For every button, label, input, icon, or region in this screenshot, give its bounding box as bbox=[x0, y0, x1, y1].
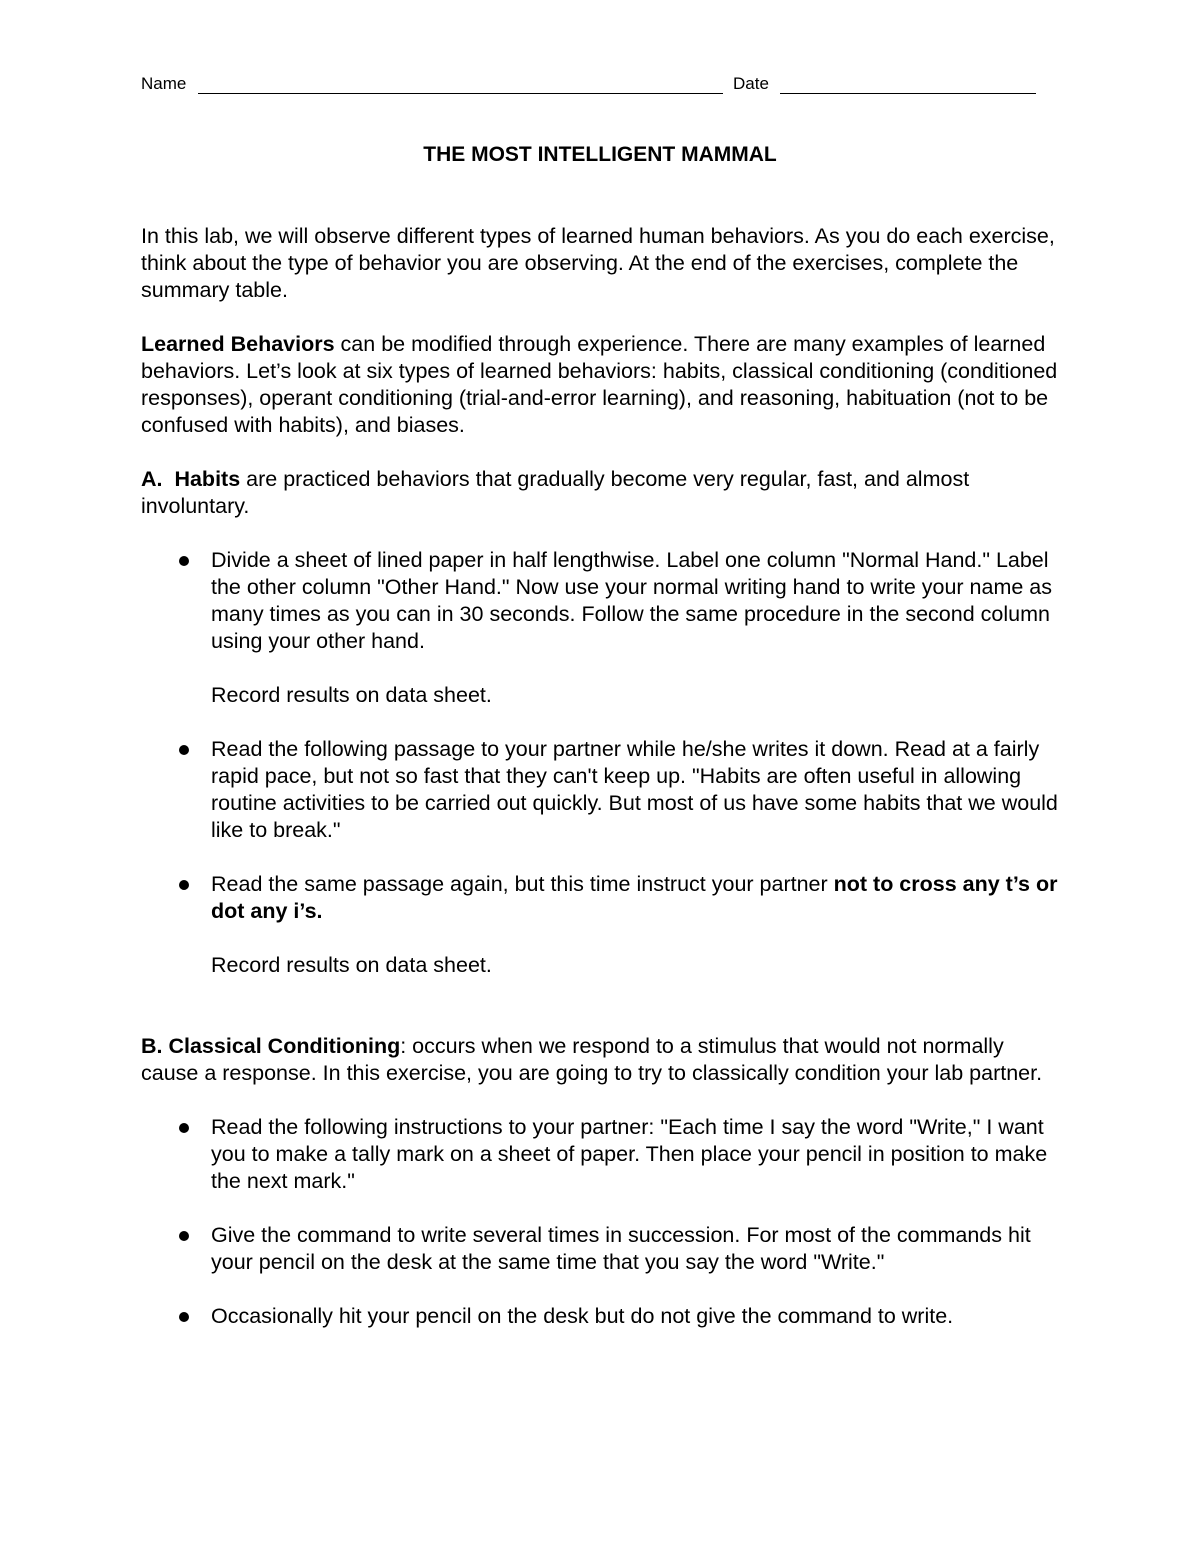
list-item bbox=[141, 736, 1066, 844]
habits-list bbox=[141, 547, 1066, 979]
habits-bullet-3-record: Record results on data sheet. bbox=[211, 953, 492, 977]
classical-conditioning-term: B. Classical Conditioning bbox=[141, 1034, 401, 1058]
learned-behaviors-term: Learned Behaviors bbox=[141, 332, 335, 356]
list-item bbox=[141, 871, 1066, 979]
bullet-icon bbox=[179, 1231, 189, 1241]
habits-bullet-3-text bbox=[211, 871, 1066, 925]
section-b-heading bbox=[141, 1033, 1066, 1087]
name-label: Name bbox=[141, 74, 187, 93]
intro-paragraph: In this lab, we will observe different types of learned human behaviors. As you do each exercise, think about the type of behavior you are observing. At the end of the exercises, complete the summary table. bbox=[141, 224, 1055, 302]
date-blank-line[interactable] bbox=[780, 93, 1036, 94]
learned-behaviors-text: can be modified through experience. There are many examples of learned behaviors. Let’s look at six types of learned behaviors: habits, classical conditioning (conditioned responses), operant conditioning (trial-and-error learning), and reasoning, habituation (not to be confused with habits), and biases. bbox=[141, 332, 1058, 437]
habits-bullet-1-text: Divide a sheet of lined paper in half lengthwise. Label one column "Normal Hand." Label the other column "Other Hand." Now use your normal writing hand to write your name as many times as you can in 30 seconds. Follow the same procedure in the second column using your other hand. bbox=[211, 548, 1053, 653]
name-blank-line[interactable] bbox=[198, 93, 723, 94]
section-a-heading bbox=[141, 466, 1066, 520]
date-label: Date bbox=[733, 74, 769, 93]
habits-bullet-2-text: Read the following passage to your partner while he/she writes it down. Read at a fairly rapid pace, but not so fast that they can't keep up. "Habits are often useful in allowing routine activities to be carried out quickly. But most of us have some habits that we would like to break." bbox=[211, 737, 1058, 842]
bullet-icon bbox=[179, 556, 189, 566]
habits-term: Habits bbox=[174, 467, 241, 491]
bullet-icon bbox=[179, 1312, 189, 1322]
bullet-icon bbox=[179, 745, 189, 755]
habits-bullet-3-plain: Read the same passage again, but this time instruct your partner bbox=[211, 872, 834, 896]
document-body bbox=[141, 223, 1066, 1330]
list-item bbox=[141, 1114, 1066, 1195]
conditioning-bullet-1-text: Read the following instructions to your partner: "Each time I say the word "Write," I want you to make a tally mark on a sheet of paper. Then place your pencil in position to make the next mark." bbox=[211, 1115, 1048, 1193]
bullet-icon bbox=[179, 880, 189, 890]
section-a-prefix: A. bbox=[141, 467, 175, 491]
habits-bullet-1-record: Record results on data sheet. bbox=[211, 683, 492, 707]
name-date-header bbox=[141, 74, 1041, 98]
list-item bbox=[141, 547, 1066, 709]
learned-behaviors-paragraph bbox=[141, 331, 1066, 439]
classical-conditioning-text: : occurs when we respond to a stimulus that would not normally cause a response. In this exercise, you are going to try to classically condition your lab partner. bbox=[141, 1034, 1043, 1085]
bullet-icon bbox=[179, 1123, 189, 1133]
habits-bullet-3-bold: not to cross any t’s or dot any i’s. bbox=[211, 872, 1058, 923]
classical-conditioning-list bbox=[141, 1114, 1066, 1330]
habits-text: are practiced behaviors that gradually become very regular, fast, and almost involuntary. bbox=[141, 467, 970, 518]
conditioning-bullet-3-text: Occasionally hit your pencil on the desk but do not give the command to write. bbox=[211, 1304, 954, 1328]
list-item bbox=[141, 1222, 1066, 1276]
page-title: THE MOST INTELLIGENT MAMMAL bbox=[423, 143, 777, 166]
conditioning-bullet-2-text: Give the command to write several times in succession. For most of the commands hit your pencil on the desk at the same time that you say the word "Write." bbox=[211, 1223, 1031, 1274]
list-item bbox=[141, 1303, 1066, 1330]
